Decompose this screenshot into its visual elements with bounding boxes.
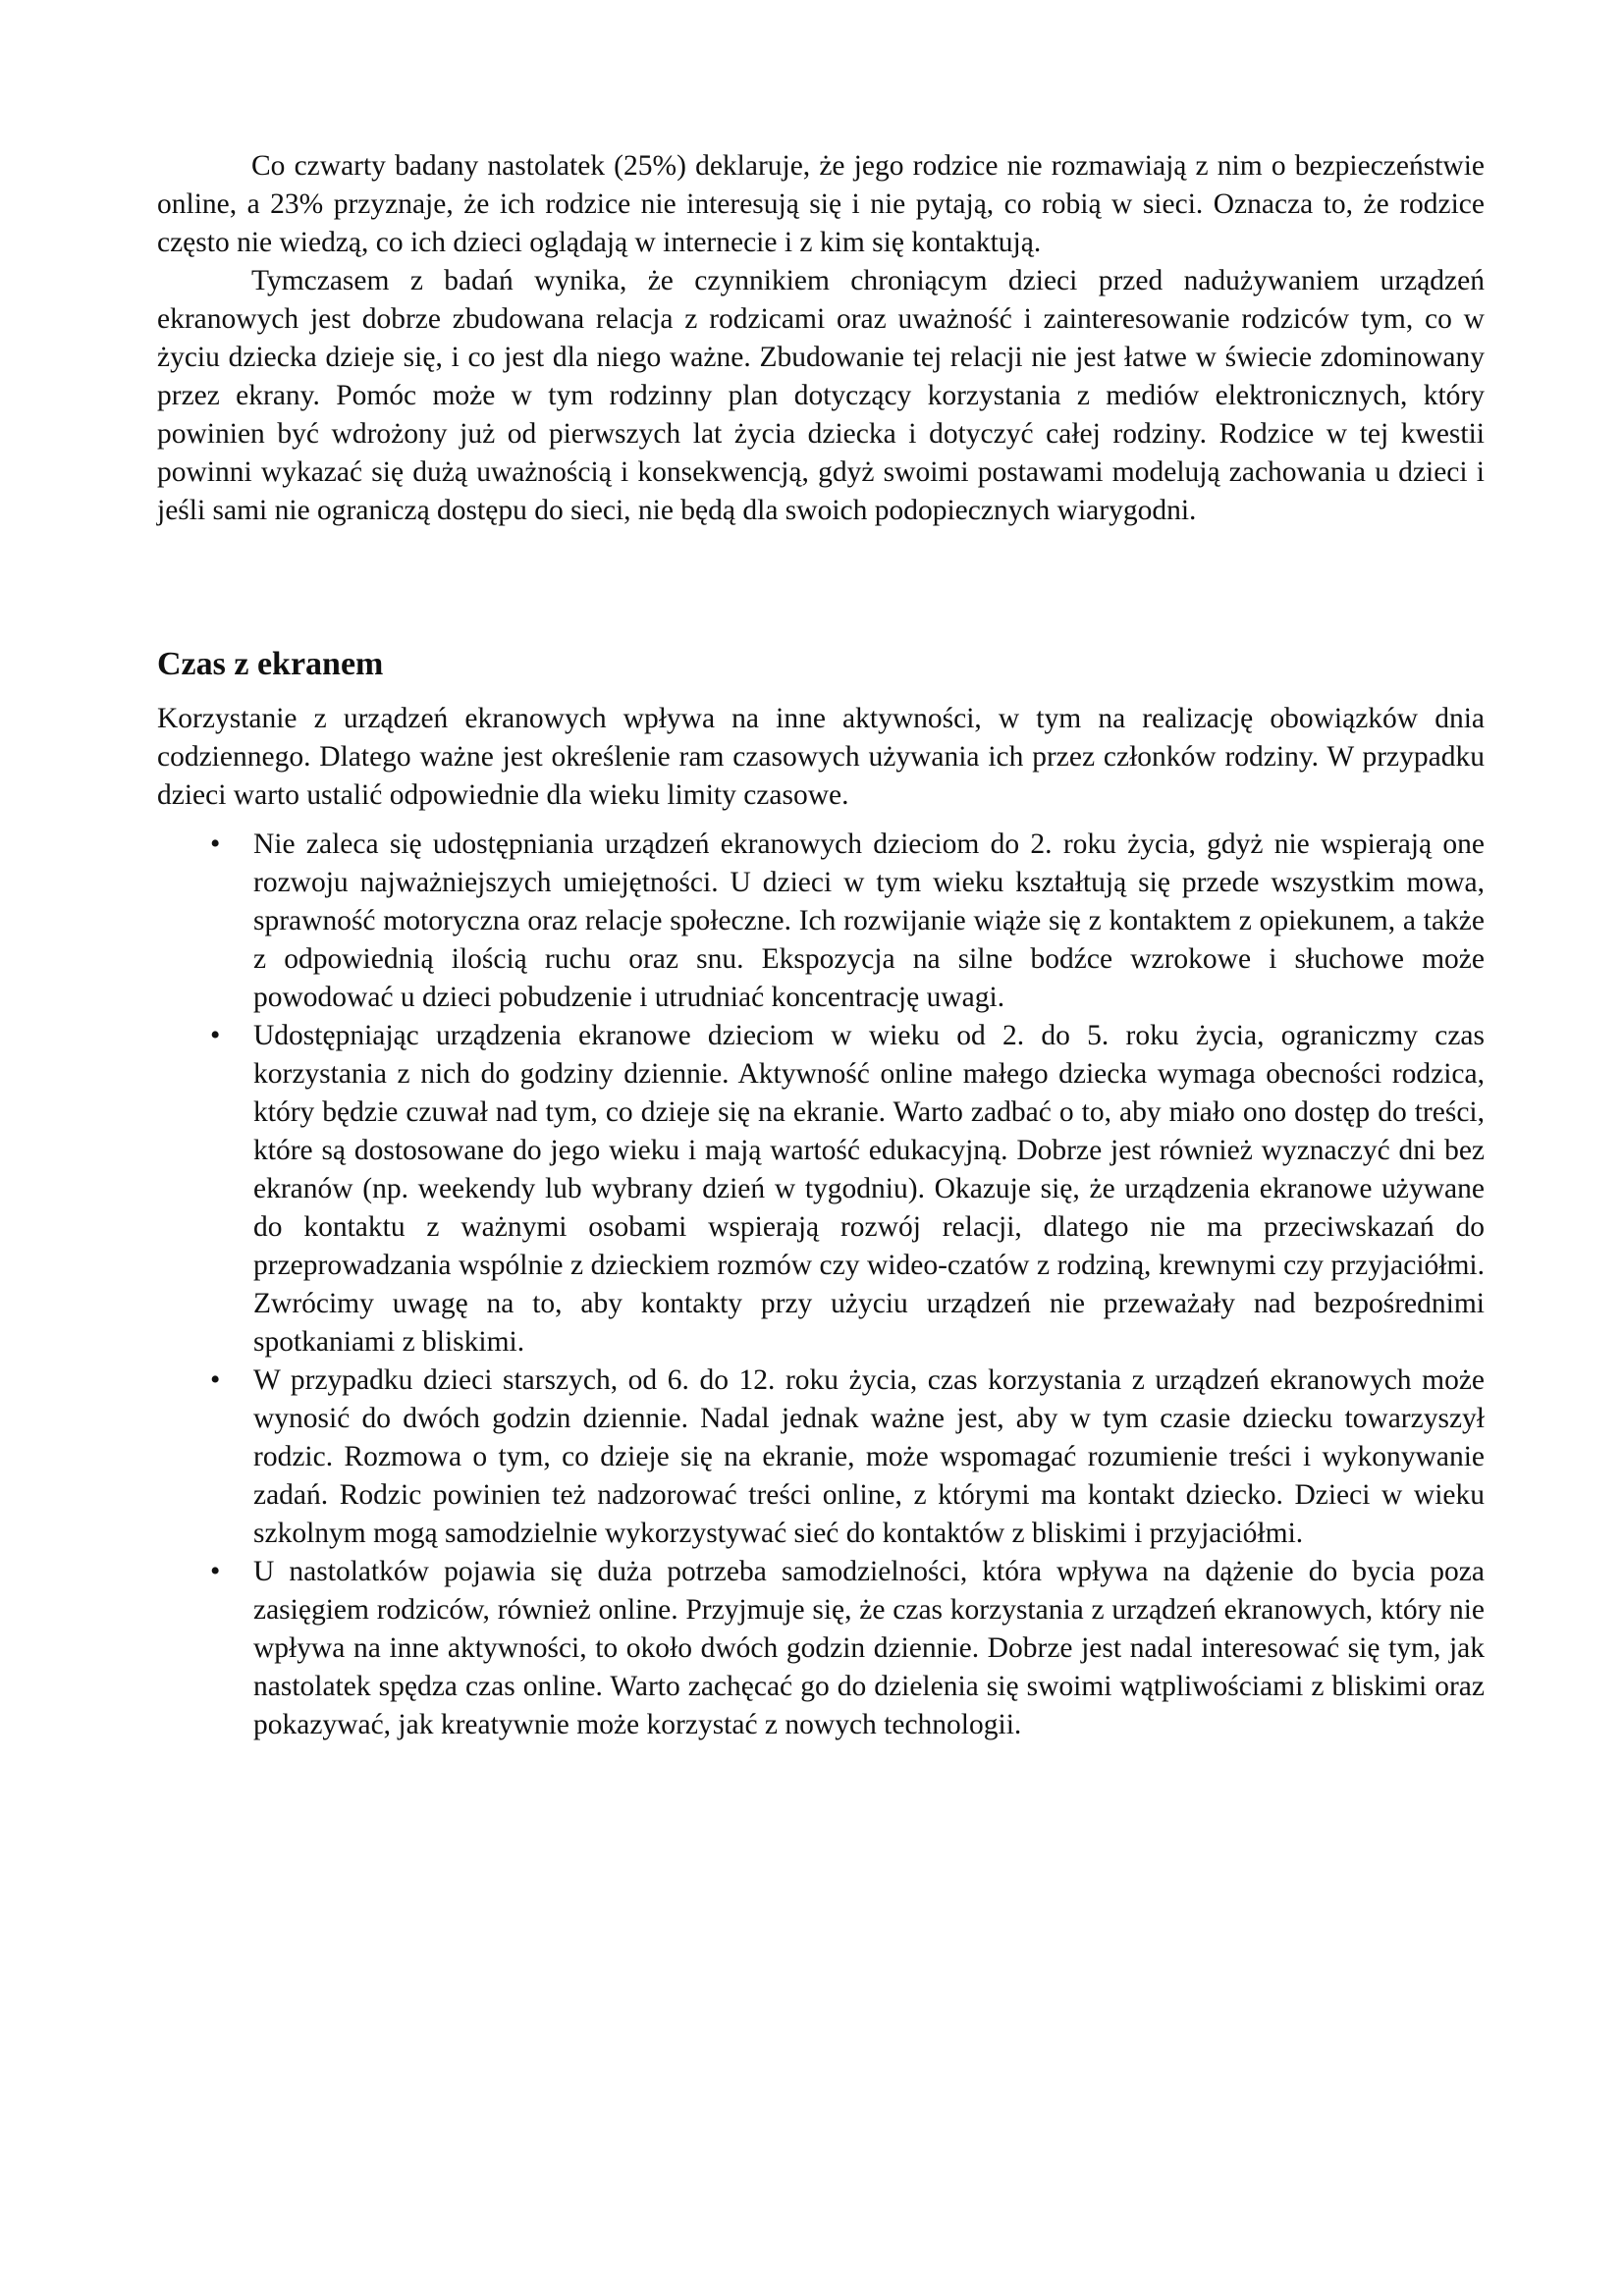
bullet-icon: • xyxy=(210,1556,221,1587)
document-page xyxy=(157,147,1485,1744)
section-lead-paragraph: Korzystanie z urządzeń ekranowych wpływa na inne aktywności, w tym na realizację obowiązków dnia codziennego. Dlatego ważne jest określenie ram czasowych używania ich przez członków rodziny. W przypadku dzieci warto ustalić odpowiednie dla wieku limity czasowe. xyxy=(157,703,1485,811)
bullet-icon: • xyxy=(210,1020,221,1051)
list-item-text: W przypadku dzieci starszych, od 6. do 12. roku życia, czas korzystania z urządzeń ekranowych może wynosić do dwóch godzin dziennie. Nadal jednak ważne jest, aby w tym czasie dziecku towarzyszył rodzic. Rozmowa o tym, co dzieje się na ekranie, może wspomagać rozumienie treści i wykonywanie zadań. Rodzic powinien też nadzorować treści online, z którymi ma kontakt dziecko. Dzieci w wieku szkolnym mogą samodzielnie wykorzystywać sieć do kontaktów z bliskimi i przyjaciółmi. xyxy=(253,1364,1485,1549)
section-heading: Czas z ekranem xyxy=(157,646,384,682)
section-spacer xyxy=(157,530,1485,641)
list-item xyxy=(157,826,1485,1017)
list-item-text: Nie zaleca się udostępniania urządzeń ekranowych dzieciom do 2. roku życia, gdyż nie wspierają one rozwoju najważniejszych umiejętności. U dzieci w tym wieku kształtują się przede wszystkim mowa, sprawność motoryczna oraz relacje społeczne. Ich rozwijanie wiąże się z kontaktem z opiekunem, a także z odpowiednią ilością ruchu oraz snu. Ekspozycja na silne bodźce wzrokowe i słuchowe może powodować u dzieci pobudzenie i utrudniać koncentrację uwagi. xyxy=(253,828,1485,1013)
list-item xyxy=(157,1362,1485,1553)
intro-paragraph-1: Co czwarty badany nastolatek (25%) deklaruje, że jego rodzice nie rozmawiają z nim o bezpieczeństwie online, a 23% przyznaje, że ich rodzice nie interesują się i nie pytają, co robią w sieci. Oznacza to, że rodzice często nie wiedzą, co ich dzieci oglądają w internecie i z kim się kontaktują. xyxy=(157,150,1485,258)
bullet-list xyxy=(157,826,1485,1744)
list-item xyxy=(157,1553,1485,1744)
list-item-text: Udostępniając urządzenia ekranowe dzieciom w wieku od 2. do 5. roku życia, ograniczmy czas korzystania z nich do godziny dziennie. Aktywność online małego dziecka wymaga obecności rodzica, który będzie czuwał nad tym, co dzieje się na ekranie. Warto zadbać o to, aby miało ono dostęp do treści, które są dostosowane do jego wieku i mają wartość edukacyjną. Dobrze jest również wyznaczyć dni bez ekranów (np. weekendy lub wybrany dzień w tygodniu). Okazuje się, że urządzenia ekranowe używane do kontaktu z ważnymi osobami wspierają rozwój relacji, dlatego nie ma przeciwskazań do przeprowadzania wspólnie z dzieckiem rozmów czy wideo-czatów z rodziną, krewnymi czy przyjaciółmi. Zwrócimy uwagę na to, aby kontakty przy użyciu urządzeń nie przeważały nad bezpośrednimi spotkaniami z bliskimi. xyxy=(253,1020,1485,1358)
bullet-icon: • xyxy=(210,828,221,860)
list-item-text: U nastolatków pojawia się duża potrzeba samodzielności, która wpływa na dążenie do bycia poza zasięgiem rodziców, również online. Przyjmuje się, że czas korzystania z urządzeń ekranowych, który nie wpływa na inne aktywności, to około dwóch godzin dziennie. Dobrze jest nadal interesować się tym, jak nastolatek spędza czas online. Warto zachęcać go do dzielenia się swoimi wątpliwościami z bliskimi oraz pokazywać, jak kreatywnie może korzystać z nowych technologii. xyxy=(253,1556,1485,1740)
list-item xyxy=(157,1017,1485,1362)
bullet-icon: • xyxy=(210,1364,221,1396)
intro-paragraph-2: Tymczasem z badań wynika, że czynnikiem chroniącym dzieci przed nadużywaniem urządzeń ekranowych jest dobrze zbudowana relacja z rodzicami oraz uważność i zainteresowanie rodziców tym, co w życiu dziecka dzieje się, i co jest dla niego ważne. Zbudowanie tej relacji nie jest łatwe w świecie zdominowany przez ekrany. Pomóc może w tym rodzinny plan dotyczący korzystania z mediów elektronicznych, który powinien być wdrożony już od pierwszych lat życia dziecka i dotyczyć całej rodziny. Rodzice w tej kwestii powinni wykazać się dużą uważnością i konsekwencją, gdyż swoimi postawami modelują zachowania u dzieci i jeśli sami nie ograniczą dostępu do sieci, nie będą dla swoich podopiecznych wiarygodni. xyxy=(157,265,1485,526)
